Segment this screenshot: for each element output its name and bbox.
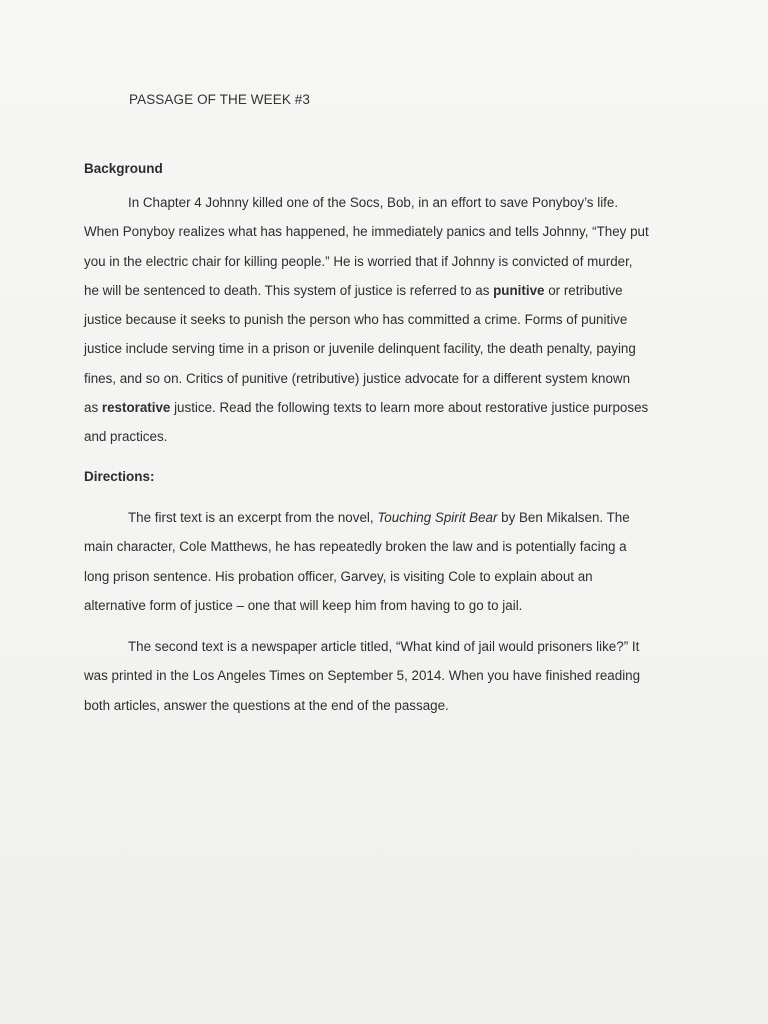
paragraph-line: long prison sentence. His probation officer, Garvey, is visiting Cole to explain about an — [84, 568, 593, 584]
paragraph-line: justice because it seeks to punish the person who has committed a crime. Forms of punitive — [84, 312, 628, 328]
paragraph-line — [84, 503, 674, 532]
paragraph-line: When Ponyboy realizes what has happened, he immediately panics and tells Johnny, “They put — [84, 224, 649, 240]
paragraph-line — [84, 276, 674, 305]
background-paragraph — [84, 188, 674, 452]
paragraph-line: fines, and so on. Critics of punitive (retributive) justice advocate for a different system known — [84, 370, 631, 386]
document-title: PASSAGE OF THE WEEK #3 — [129, 92, 311, 107]
text-run: he will be sentenced to death. This system of justice is referred to as — [84, 282, 494, 298]
book-title: Touching Spirit Bear — [377, 510, 498, 525]
paragraph-line: you in the electric chair for killing people.” He is worried that if Johnny is convicted of murder, — [84, 253, 633, 269]
text-run: The first text is an excerpt from the novel, — [128, 510, 378, 525]
text-run: or retributive — [544, 282, 623, 298]
paragraph-line: The second text is a newspaper article titled, “What kind of jail would prisoners like?” It — [128, 639, 640, 654]
term-punitive: punitive — [493, 282, 545, 298]
text-run: justice. Read the following texts to learn more about restorative justice purposes — [170, 400, 649, 416]
paragraph-line: and practices. — [84, 429, 168, 445]
paragraph-line: main character, Cole Matthews, he has repeatedly broken the law and is potentially facing a — [84, 539, 627, 555]
paragraph-line — [84, 393, 674, 422]
term-restorative: restorative — [101, 400, 171, 416]
paragraph-line: both articles, answer the questions at the end of the passage. — [84, 697, 449, 713]
paragraph-line: justice include serving time in a prison or juvenile delinquent facility, the death penalty, paying — [84, 341, 636, 357]
paragraph-line: alternative form of justice – one that will keep him from having to go to jail. — [84, 597, 523, 613]
directions-paragraph-1 — [84, 503, 674, 620]
directions-paragraph-2 — [84, 632, 674, 720]
text-run: as — [84, 400, 102, 416]
paragraph-line: was printed in the Los Angeles Times on September 5, 2014. When you have finished reading — [84, 668, 641, 684]
background-heading: Background — [84, 161, 163, 176]
text-run: by Ben Mikalsen. The — [497, 510, 630, 525]
directions-heading: Directions: — [84, 469, 155, 484]
paragraph-line: In Chapter 4 Johnny killed one of the Socs, Bob, in an effort to save Ponyboy’s life. — [128, 195, 619, 210]
